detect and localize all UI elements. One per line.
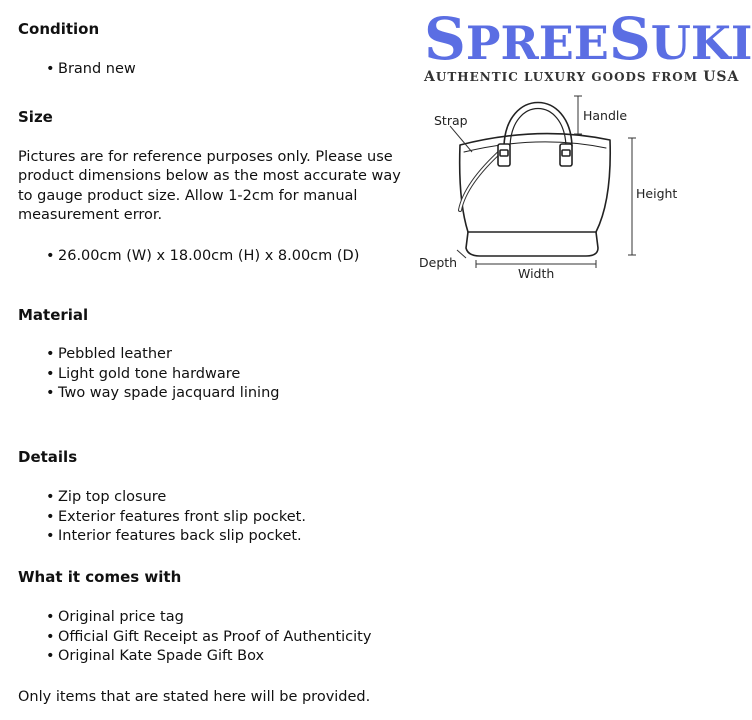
list-item: • Official Gift Receipt as Proof of Authenticity <box>46 628 371 648</box>
comes-with-heading: What it comes with <box>18 568 182 586</box>
material-heading: Material <box>18 306 89 324</box>
diagram-label-width: Width <box>518 266 555 281</box>
logo-tagline: AUTHENTIC LUXURY GOODS FROM USA <box>424 69 740 85</box>
logo-wordmark: SPREESUKI <box>424 5 752 73</box>
bag-dimensions-diagram <box>410 90 710 290</box>
diagram-label-height: Height <box>636 186 678 201</box>
list-item: • Zip top closure <box>46 488 306 508</box>
condition-heading: Condition <box>18 20 100 38</box>
comes-with-list <box>46 608 371 667</box>
list-item: • Interior features back slip pocket. <box>46 527 306 547</box>
size-list <box>46 247 359 267</box>
size-note: Pictures are for reference purposes only. Please use product dimensions below as the most accurate way to gauge product size. Allow 1-2cm for manual measurement error. <box>18 149 401 223</box>
diagram-label-handle: Handle <box>583 108 628 123</box>
list-item: • Exterior features front slip pocket. <box>46 508 306 528</box>
footer-note: Only items that are stated here will be provided. <box>18 689 371 705</box>
condition-list <box>46 60 136 80</box>
list-item: • Original Kate Spade Gift Box <box>46 647 371 667</box>
details-heading: Details <box>18 448 78 466</box>
material-list <box>46 345 279 404</box>
diagram-label-depth: Depth <box>419 255 458 270</box>
list-item: • Pebbled leather <box>46 345 279 365</box>
list-item: • Two way spade jacquard lining <box>46 384 279 404</box>
details-list <box>46 488 306 547</box>
list-item: • Brand new <box>46 60 136 80</box>
size-heading: Size <box>18 108 53 126</box>
diagram-label-strap: Strap <box>434 113 468 128</box>
list-item: • Original price tag <box>46 608 371 628</box>
list-item: • Light gold tone hardware <box>46 365 279 385</box>
list-item: • 26.00cm (W) x 18.00cm (H) x 8.00cm (D) <box>46 247 359 267</box>
spreesuki-logo <box>424 5 752 85</box>
